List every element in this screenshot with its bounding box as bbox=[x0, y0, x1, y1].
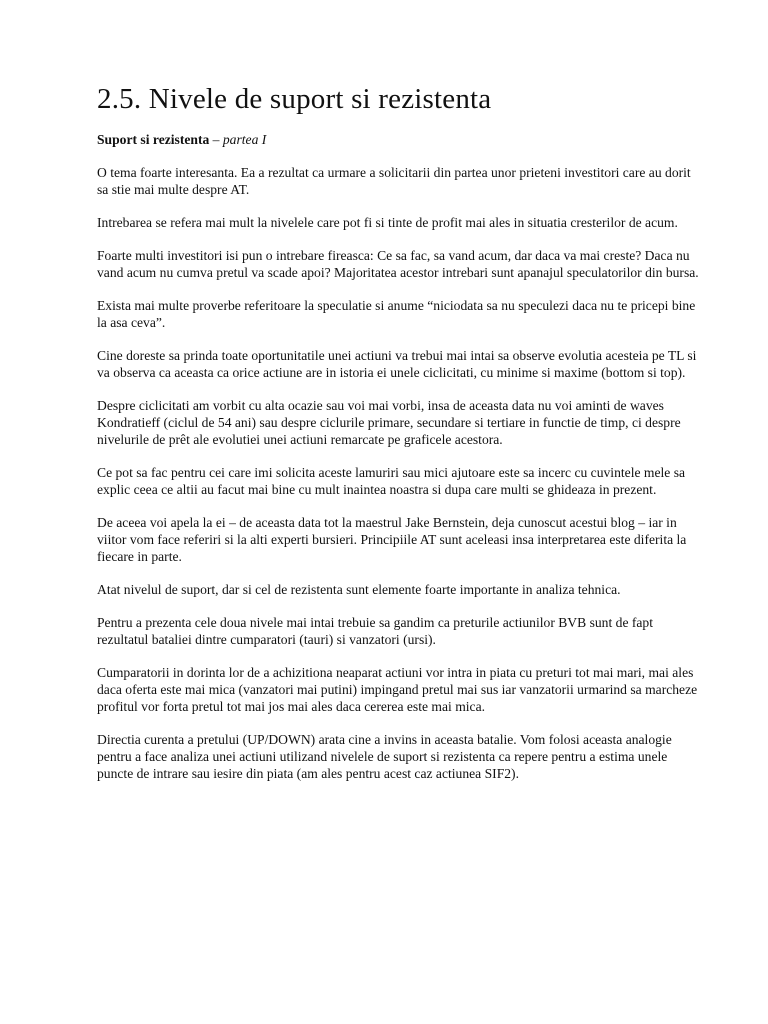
paragraph: Pentru a prezenta cele doua nivele mai intai trebuie sa gandim ca preturile actiunilor BVB sunt de fapt rezultatul bataliei dintre cumparatori (tauri) si vanzatori (ursi). bbox=[97, 614, 654, 647]
paragraph: Cine doreste sa prinda toate oportunitatile unei actiuni va trebui mai intai sa observe evolutia acesteia pe TL si va observa ca aceasta ca orice actiune are in istoria ei unele ciclicitati, cu minime si maxime (bottom si top). bbox=[97, 347, 697, 380]
paragraph: Foarte multi investitori isi pun o intrebare fireasca: Ce sa fac, sa vand acum, dar daca va mai creste? Daca nu vand acum nu cumva pretul va scade apoi? Majoritatea acestor intrebari sunt apanajul speculatorilor din bursa. bbox=[97, 247, 699, 280]
paragraph: Exista mai multe proverbe referitoare la speculatie si anume “niciodata sa nu speculezi daca nu te pricepi bine la asa ceva”. bbox=[97, 297, 696, 330]
paragraph: Despre ciclicitati am vorbit cu alta ocazie sau voi mai vorbi, insa de aceasta data nu voi aminti de waves Kondratieff (ciclul de 54 ani) sau despre ciclurile primare, secundare si tertiare in functie de timp, ci despre nivelurile de prêt ale evolutiei unei actiuni remarcate pe graficele acestora. bbox=[97, 397, 681, 447]
subtitle-bold-text: Suport si rezistenta bbox=[97, 131, 210, 147]
page-title: 2.5. Nivele de suport si rezistenta bbox=[97, 83, 492, 115]
paragraph: Directia curenta a pretului (UP/DOWN) arata cine a invins in aceasta batalie. Vom folosi aceasta analogie pentru a face analiza unei actiuni utilizand nivelele de suport si rezistenta ca repere pentru a estima unele puncte de intrare sau iesire din piata (am ales pentru acest caz actiunea SIF2). bbox=[97, 731, 672, 781]
section-subtitle bbox=[97, 131, 705, 148]
paragraph: Cumparatorii in dorinta lor de a achizitiona neaparat actiuni vor intra in piata cu preturi tot mai mari, mai ales daca oferta este mai mica (vanzatori mai putini) impingand pretul mai sus iar vanzatorii urmarind sa marcheze profitul vor forta pretul tot mai jos mai ales daca cererea este mai mica. bbox=[97, 664, 698, 714]
subtitle-italic-text: partea I bbox=[222, 131, 267, 147]
paragraph: O tema foarte interesanta. Ea a rezultat ca urmare a solicitarii din partea unor prieteni investitori care au dorit sa stie mai multe despre AT. bbox=[97, 164, 691, 197]
document-page bbox=[97, 82, 705, 798]
paragraph: Intrebarea se refera mai mult la nivelele care pot fi si tinte de profit mai ales in situatia cresterilor de acum. bbox=[97, 214, 678, 230]
paragraph: De aceea voi apela la ei – de aceasta data tot la maestrul Jake Bernstein, deja cunoscut acestui blog – iar in viitor vom face referiri si la alti experti bursieri. Principiile AT sunt aceleasi insa interpretarea este diferita la fiecare in parte. bbox=[97, 514, 687, 564]
paragraph: Atat nivelul de suport, dar si cel de rezistenta sunt elemente foarte importante in analiza tehnica. bbox=[97, 581, 621, 597]
subtitle-separator: – bbox=[209, 131, 223, 147]
paragraph: Ce pot sa fac pentru cei care imi solicita aceste lamuriri sau mici ajutoare este sa incerc cu cuvintele mele sa explic ceea ce altii au facut mai bine cu mult inaintea noastra si dupa care multi se ghideaza in prezent. bbox=[97, 464, 686, 497]
